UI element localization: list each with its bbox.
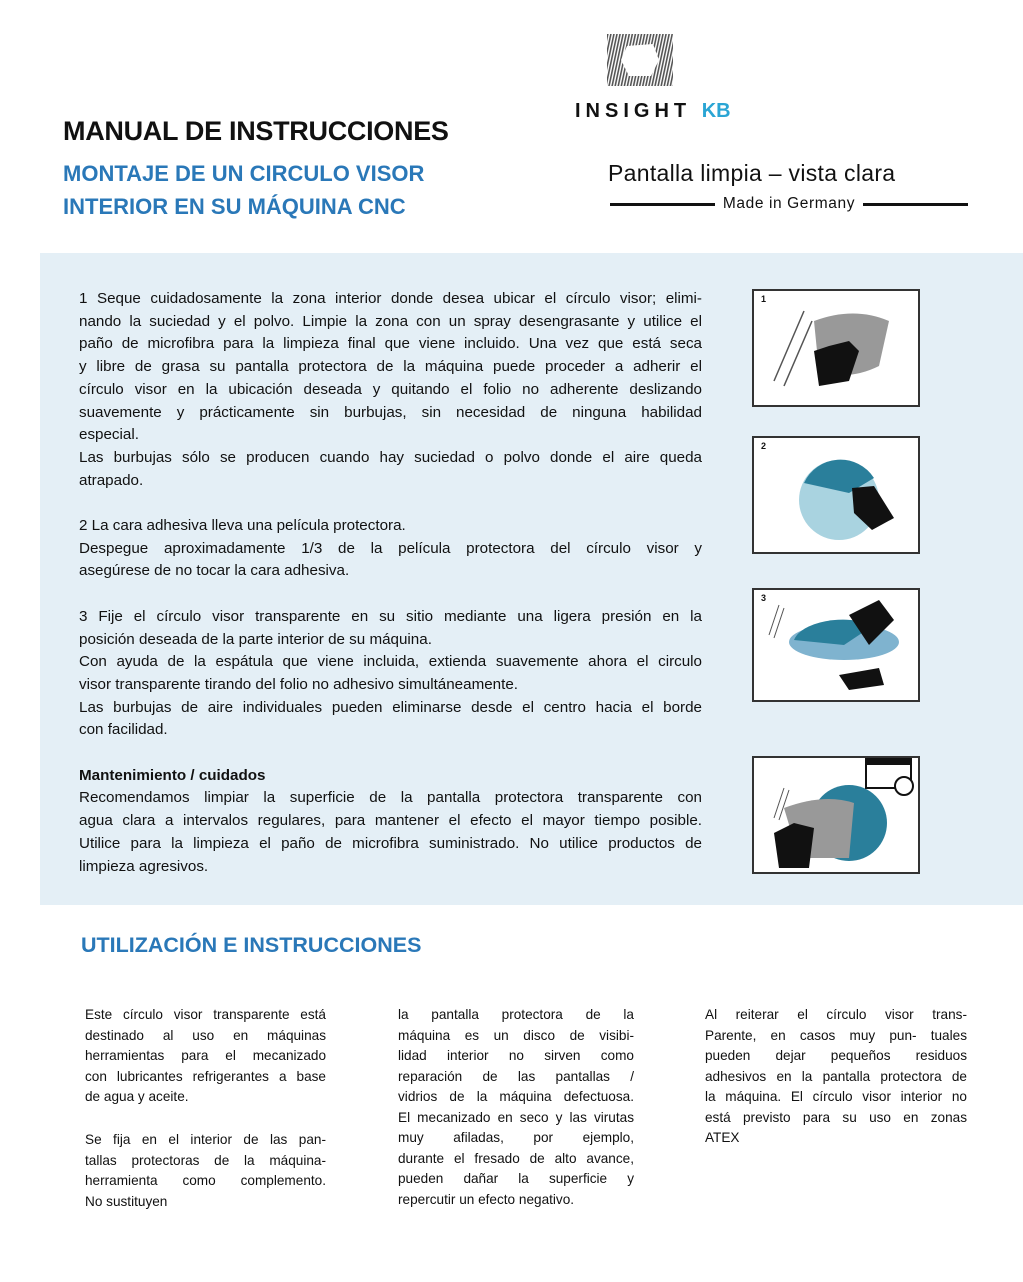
text-line: Despegue aproximadamente 1/3 de la película protectora del círculo visor y — [79, 539, 702, 557]
text-line: destinado al uso en máquinas — [85, 1027, 326, 1043]
usage-title: UTILIZACIÓN E INSTRUCCIONES — [81, 933, 422, 957]
text-line: Parente, en casos muy pun- tuales — [705, 1027, 967, 1043]
text-line: limpieza agresivos. — [79, 857, 209, 875]
usage-column-1 — [85, 1005, 326, 1212]
text-line: 3 Fije el círculo visor transparente en su sitio mediante una ligera presión en la — [79, 607, 702, 625]
manual-subtitle — [63, 157, 424, 223]
text-line: Este círculo visor transparente está — [85, 1007, 326, 1022]
text-line: suavemente y prácticamente sin burbujas, sin necesidad de ninguna habilidad — [79, 403, 702, 421]
made-in-text: Made in Germany — [722, 195, 856, 212]
text-line: está previsto para su uso en zonas — [705, 1109, 967, 1125]
text-line: paño de microfibra para la limpieza final que viene incluido. Una vez que está seca — [79, 335, 702, 353]
insight-logo-icon — [607, 34, 673, 86]
blank-line — [85, 1108, 326, 1131]
text-line: con lubricantes refrigerantes a base — [85, 1068, 326, 1084]
text-line: herramienta como complemento. — [85, 1173, 326, 1189]
text-line: Las burbujas de aire individuales pueden eliminarse desde el centro hacia el borde — [79, 698, 702, 716]
text-line: Utilice para la limpieza el paño de microfibra suministrado. No utilice productos de — [79, 834, 702, 852]
subtitle-line: INTERIOR EN SU MÁQUINA CNC — [63, 194, 406, 219]
figure-number: 1 — [761, 294, 767, 304]
text-line: y libre de grasa su pantalla protectora de la máquina puede proceder a adherir el — [79, 358, 702, 376]
text-line: pueden dañar la superficie y — [398, 1171, 634, 1186]
text-line: con facilidad. — [79, 721, 168, 739]
text-line: lidad interior no sirven como — [398, 1048, 634, 1063]
text-line: círculo visor en la ubicación deseada y quitando el folio no adherente deslizando — [79, 380, 702, 398]
text-line: Con ayuda de la espátula que viene incluida, extienda suavemente ahora el circulo — [79, 653, 702, 671]
calendar-cleaning-icon — [754, 758, 918, 872]
text-line: ATEX — [705, 1130, 740, 1145]
text-line: la máquina. El círculo visor interior no — [705, 1089, 967, 1104]
text-line: posición deseada de la parte interior de su máquina. — [79, 630, 432, 648]
paragraph-gap — [79, 492, 702, 515]
apply-disc-icon — [754, 590, 918, 700]
usage-column-3 — [705, 1005, 967, 1149]
divider — [863, 203, 968, 206]
figure-step-3 — [752, 588, 920, 702]
text-line: Se fija en el interior de las pan- — [85, 1132, 326, 1148]
text-line: reparación de las pantallas / — [398, 1068, 634, 1084]
text-line: vidrios de la máquina defectuosa. — [398, 1089, 634, 1104]
text-line: asegúrese de no tocar la cara adhesiva. — [79, 562, 350, 580]
figure-number: 2 — [761, 441, 767, 451]
made-in-germany — [610, 195, 968, 213]
peel-film-icon — [754, 438, 918, 552]
text-line: la pantalla protectora de la — [398, 1007, 634, 1022]
brand-mark: KB — [701, 100, 731, 122]
paragraph-gap — [79, 742, 702, 765]
text-line: tallas protectoras de la máquina- — [85, 1152, 326, 1168]
text-line: durante el fresado de alto avance, — [398, 1150, 634, 1166]
brand-text: INSIGHT — [575, 100, 692, 122]
text-line: muy afiladas, por ejemplo, — [398, 1130, 634, 1145]
text-line: visor transparente tirando del folio no adhesivo simultáneamente. — [79, 675, 519, 693]
figure-step-2 — [752, 436, 920, 554]
text-line: atrapado. — [79, 471, 144, 489]
manual-title: MANUAL DE INSTRUCCIONES — [63, 116, 449, 146]
text-line: El mecanizado en seco y las virutas — [398, 1109, 634, 1125]
text-line: adhesivos en la pantalla protectora de — [705, 1068, 967, 1084]
usage-column-2 — [398, 1005, 634, 1210]
maintenance-heading: Mantenimiento / cuidados — [79, 766, 266, 784]
text-line: Recomendamos limpiar la superficie de la pantalla protectora transparente con — [79, 789, 702, 807]
text-line: especial. — [79, 426, 139, 444]
text-line: 2 La cara adhesiva lleva una película protectora. — [79, 517, 406, 535]
instruction-steps — [79, 288, 702, 878]
text-line: agua clara a intervalos regulares, para mantener el efecto el mayor tiempo posible. — [79, 812, 702, 830]
text-line: No sustituyen — [85, 1193, 168, 1209]
text-line: 1 Seque cuidadosamente la zona interior donde desea ubicar el círculo visor; elimi- — [79, 290, 702, 307]
text-line: de agua y aceite. — [85, 1089, 189, 1104]
slogan: Pantalla limpia – vista clara — [608, 160, 896, 186]
figure-number: 3 — [761, 593, 767, 603]
text-line: pueden dejar pequeños residuos — [705, 1048, 967, 1063]
text-line: máquina es un disco de visibi- — [398, 1027, 634, 1043]
divider — [610, 203, 715, 206]
text-line: Las burbujas sólo se producen cuando hay suciedad o polvo donde el aire queda — [79, 448, 702, 466]
paragraph-gap — [79, 583, 702, 606]
figure-step-1 — [752, 289, 920, 407]
figure-maintenance — [752, 756, 920, 874]
text-line: Al reiterar el círculo visor trans- — [705, 1007, 967, 1022]
hand-wiping-icon — [754, 291, 918, 405]
text-line: nando la suciedad y el polvo. Limpie la zona con un spray desengrasante y utilice el — [79, 312, 702, 330]
text-line: repercutir un efecto negativo. — [398, 1191, 575, 1207]
subtitle-line: MONTAJE DE UN CIRCULO VISOR — [63, 161, 425, 186]
text-line: herramientas para el mecanizado — [85, 1048, 326, 1063]
brand-name — [575, 100, 731, 123]
